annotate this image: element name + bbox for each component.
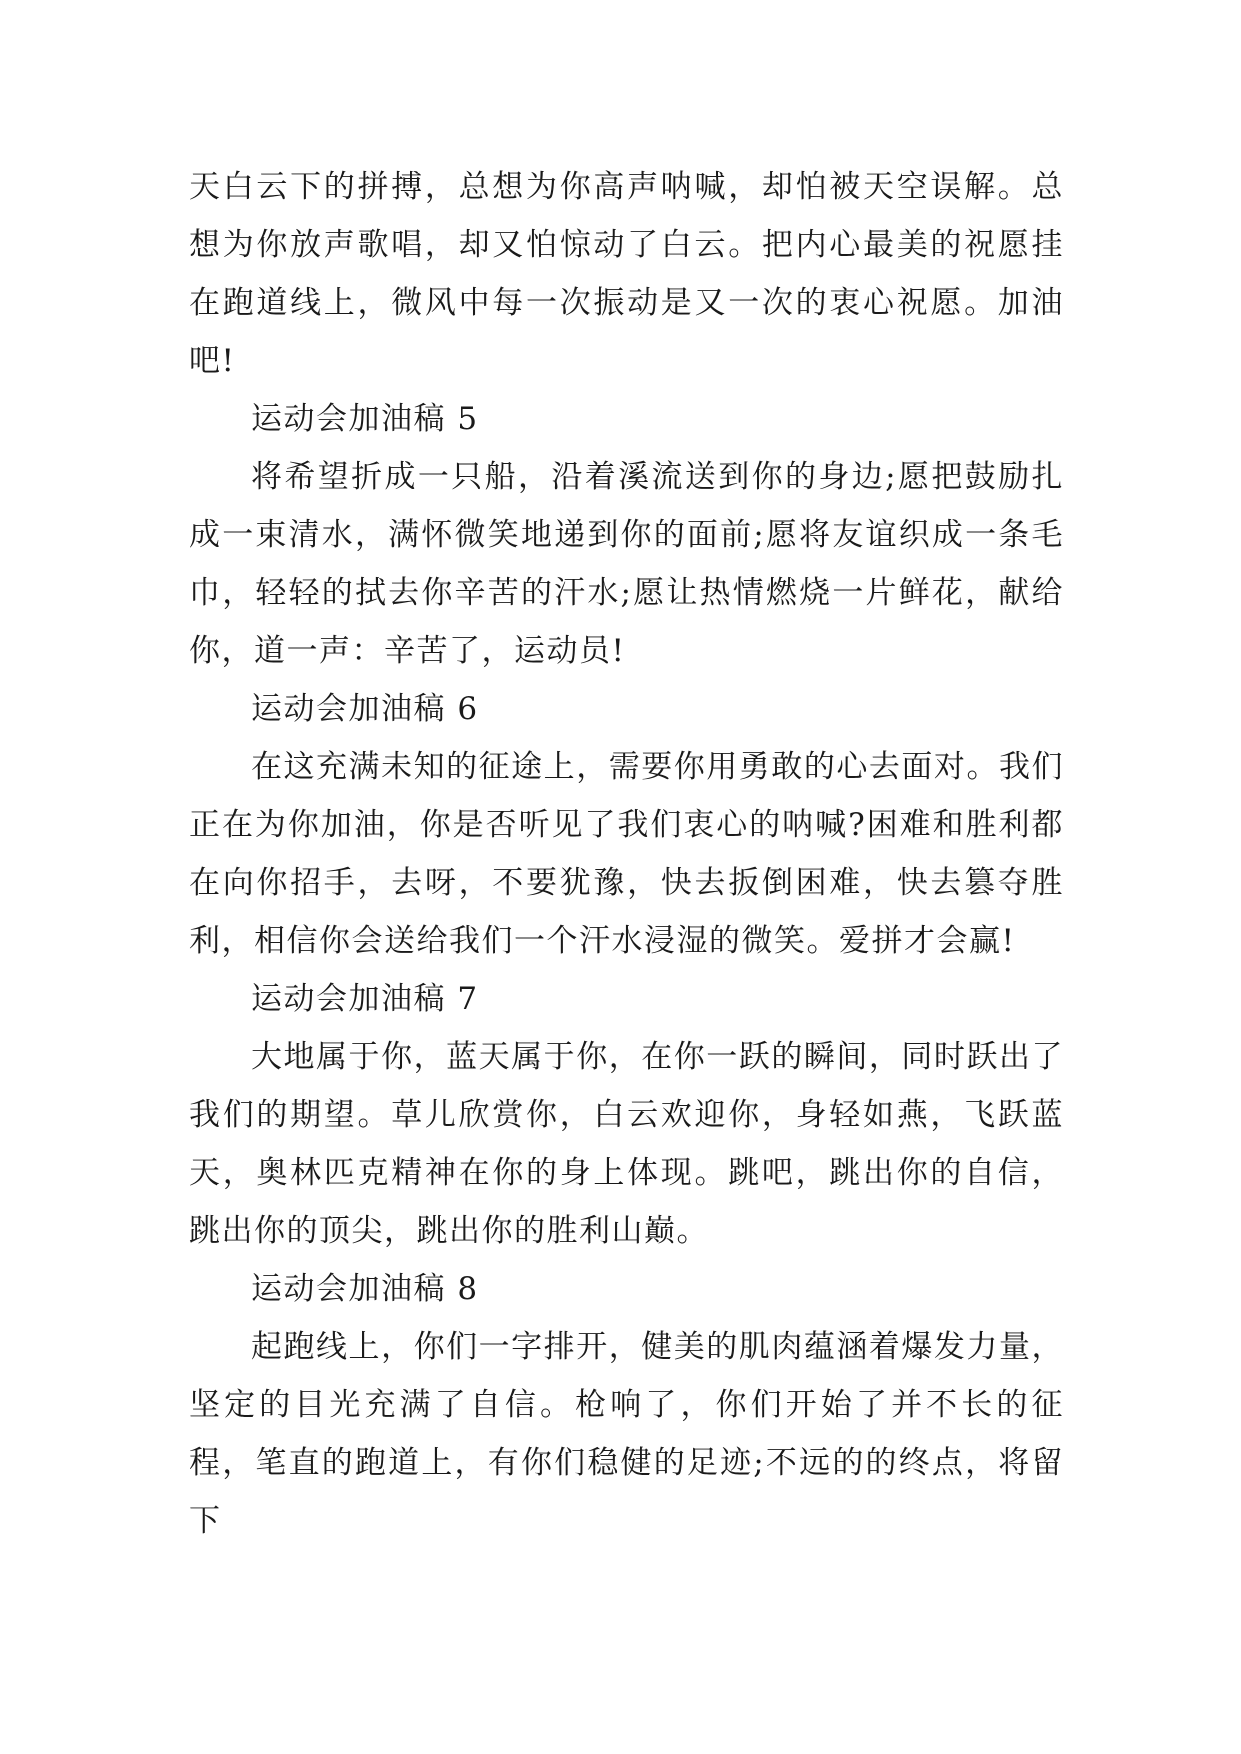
document-body — [189, 158, 1064, 1550]
section-heading-8: 运动会加油稿 8 — [251, 1271, 479, 1307]
section-heading-5: 运动会加油稿 5 — [251, 401, 479, 437]
section-heading-7: 运动会加油稿 7 — [251, 981, 479, 1017]
section-body-5: 将希望折成一只船，沿着溪流送到你的身边;愿把鼓励扎成一束清水，满怀微笑地递到你的面前;愿将友谊织成一条毛巾，轻轻的拭去你辛苦的汗水;愿让热情燃烧一片鲜花，献给你，道一声：辛苦了，运动员! — [189, 459, 1064, 669]
continued-paragraph: 天白云下的拼搏，总想为你高声呐喊，却怕被天空误解。总想为你放声歌唱，却又怕惊动了白云。把内心最美的祝愿挂在跑道线上，微风中每一次振动是又一次的衷心祝愿。加油吧! — [189, 169, 1064, 379]
section-heading-6: 运动会加油稿 6 — [251, 691, 479, 727]
section-body-7: 大地属于你，蓝天属于你，在你一跃的瞬间，同时跃出了我们的期望。草儿欣赏你，白云欢迎你，身轻如燕，飞跃蓝天，奥林匹克精神在你的身上体现。跳吧，跳出你的自信，跳出你的顶尖，跳出你的胜利山巅。 — [189, 1039, 1064, 1249]
section-body-6: 在这充满未知的征途上，需要你用勇敢的心去面对。我们正在为你加油，你是否听见了我们衷心的呐喊?困难和胜利都在向你招手，去呀，不要犹豫，快去扳倒困难，快去篡夺胜利，相信你会送给我们一个汗水浸湿的微笑。爱拼才会赢! — [189, 749, 1064, 959]
section-body-8: 起跑线上，你们一字排开，健美的肌肉蕴涵着爆发力量，坚定的目光充满了自信。枪响了，你们开始了并不长的征程，笔直的跑道上，有你们稳健的足迹;不远的的终点，将留下 — [189, 1329, 1064, 1539]
